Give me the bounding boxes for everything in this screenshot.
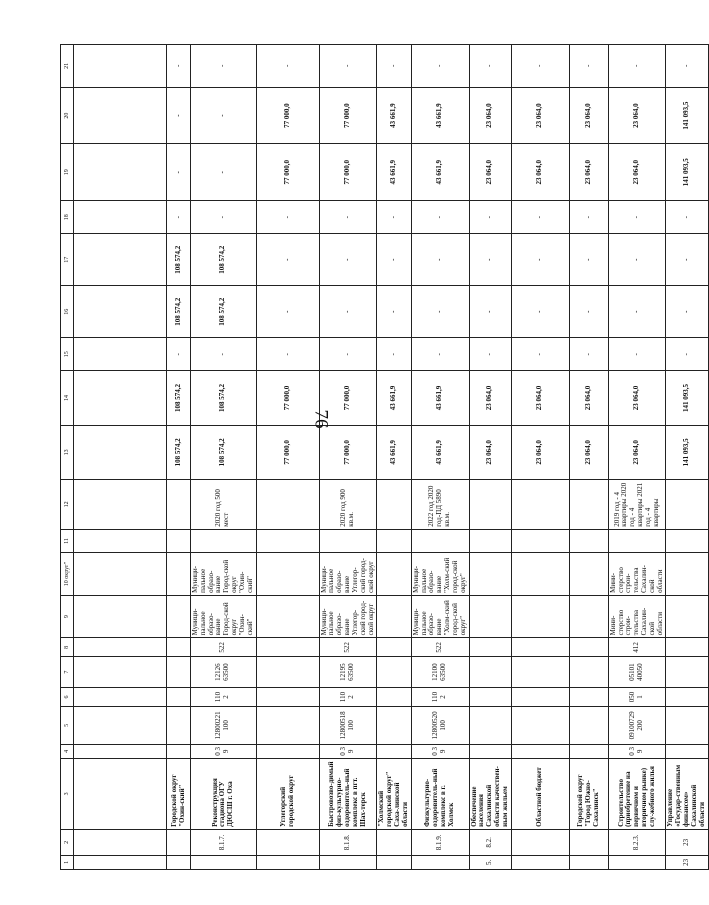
cell-col-16: - (608, 286, 666, 338)
cell-col-18: - (256, 201, 319, 234)
table-row (569, 45, 608, 870)
cell-col-4 (74, 744, 167, 758)
header-cell-5: 5 (61, 706, 74, 744)
cell-col-19 (74, 144, 167, 201)
header-cell-8: 8 (61, 638, 74, 657)
cell-col-3: Управление «Государ-ственным финансом» Сахалинской области (666, 758, 708, 829)
cell-col-10 (74, 553, 167, 596)
cell-col-11 (74, 529, 167, 553)
cell-col-6: 110 2 (319, 688, 377, 707)
cell-col-14: 23 064,0 (569, 371, 608, 425)
cell-col-3: Реконструкция стадиона ОГУ ДЮСШ г. Оха (191, 758, 257, 829)
cell-col-4: 0 3 9 (319, 744, 377, 758)
cell-col-21: - (167, 45, 191, 88)
cell-col-10 (377, 553, 411, 596)
cell-col-5 (469, 706, 511, 744)
cell-col-8: 412 (608, 638, 666, 657)
cell-col-13: 43 661,9 (411, 425, 469, 479)
cell-col-17: 108 574,2 (167, 234, 191, 286)
cell-col-10 (666, 553, 708, 596)
cell-col-10 (511, 553, 569, 596)
cell-col-5 (569, 706, 608, 744)
cell-col-21: - (666, 45, 708, 88)
cell-col-6 (511, 688, 569, 707)
cell-col-15: - (511, 338, 569, 371)
cell-col-5: 12800518 100 (319, 706, 377, 744)
header-cell-21: 21 (61, 45, 74, 88)
cell-col-19: 141 093,5 (666, 144, 708, 201)
cell-col-1 (191, 855, 257, 869)
cell-col-21: - (191, 45, 257, 88)
cell-col-1 (74, 855, 167, 869)
cell-col-19: 43 661,9 (377, 144, 411, 201)
cell-col-17: - (469, 234, 511, 286)
table-row (666, 45, 708, 870)
cell-col-16: 108 574,2 (191, 286, 257, 338)
page-number (0, 408, 640, 430)
cell-col-3: Городской округ "Охин-ский" (167, 758, 191, 829)
cell-col-10 (167, 553, 191, 596)
cell-col-3: Городской округ "Город Южно-Сахалинск" (569, 758, 608, 829)
cell-col-4 (167, 744, 191, 758)
cell-col-9: Мини-стерство строи-тельства Сахалин-ской области (608, 595, 666, 638)
cell-col-15 (74, 338, 167, 371)
cell-col-2 (74, 829, 167, 855)
cell-col-4 (377, 744, 411, 758)
cell-col-6 (377, 688, 411, 707)
cell-col-8: 522 (191, 638, 257, 657)
table-row (411, 45, 469, 870)
cell-col-7 (511, 657, 569, 688)
cell-col-12 (666, 480, 708, 530)
cell-col-9 (511, 595, 569, 638)
cell-col-5: 12800520 100 (411, 706, 469, 744)
cell-col-9: Муници-пальное образо-вание Углегор-ский город-ской округ (319, 595, 377, 638)
cell-col-21: - (411, 45, 469, 88)
cell-col-9 (74, 595, 167, 638)
cell-col-20: 77 000,0 (319, 87, 377, 144)
table-row (319, 45, 377, 870)
cell-col-19: 77 000,0 (256, 144, 319, 201)
cell-col-13: 77 000,0 (256, 425, 319, 479)
cell-col-12 (511, 480, 569, 530)
cell-col-20: 43 661,9 (377, 87, 411, 144)
cell-col-17: - (569, 234, 608, 286)
cell-col-10: Муници-пальное образо-вание Углегор-ский город-ской округ (319, 553, 377, 596)
cell-col-10 (569, 553, 608, 596)
cell-col-6: 110 2 (191, 688, 257, 707)
cell-col-20: 77 000,0 (256, 87, 319, 144)
cell-col-7 (469, 657, 511, 688)
cell-col-7 (74, 657, 167, 688)
cell-col-6: 050 1 (608, 688, 666, 707)
cell-col-14: 43 661,9 (411, 371, 469, 425)
table-row (256, 45, 319, 870)
cell-col-5: 09100729 200 (608, 706, 666, 744)
cell-col-15: - (167, 338, 191, 371)
cell-col-15: - (569, 338, 608, 371)
cell-col-20: 43 661,9 (411, 87, 469, 144)
cell-col-15: - (319, 338, 377, 371)
cell-col-11 (511, 529, 569, 553)
table-row (608, 45, 666, 870)
cell-col-10: Муници-пальное образо-вание "Холм-ский город-ской округ" (411, 553, 469, 596)
header-cell-9: 9 (61, 595, 74, 638)
cell-col-1 (608, 855, 666, 869)
table-row (377, 45, 411, 870)
cell-col-15: - (666, 338, 708, 371)
cell-col-4: 0 3 9 (411, 744, 469, 758)
cell-col-10: Мини-стерство строи-тельства Сахалин-ской области (608, 553, 666, 596)
cell-col-4 (469, 744, 511, 758)
cell-col-18: - (377, 201, 411, 234)
header-cell-19: 19 (61, 144, 74, 201)
header-cell-11: 11 (61, 529, 74, 553)
cell-col-8 (167, 638, 191, 657)
cell-col-21: - (511, 45, 569, 88)
cell-col-19: 77 000,0 (319, 144, 377, 201)
header-row (61, 45, 74, 870)
cell-col-11 (167, 529, 191, 553)
cell-col-14: 23 064,0 (511, 371, 569, 425)
cell-col-6: 110 2 (411, 688, 469, 707)
cell-col-1: 5. (469, 855, 511, 869)
cell-col-3: "Холмский городской округ" Саха-линской области (377, 758, 411, 829)
cell-col-2 (511, 829, 569, 855)
cell-col-16: - (469, 286, 511, 338)
cell-col-1: 23 (666, 855, 708, 869)
cell-col-20: - (191, 87, 257, 144)
cell-col-18: - (469, 201, 511, 234)
cell-col-11 (319, 529, 377, 553)
cell-col-14: 108 574,2 (191, 371, 257, 425)
cell-col-15: - (469, 338, 511, 371)
cell-col-21: - (608, 45, 666, 88)
cell-col-12 (167, 480, 191, 530)
cell-col-12: 2020 год 900 кв.м. (319, 480, 377, 530)
cell-col-21: - (319, 45, 377, 88)
cell-col-9: Муници-пальное образо-вание "Холм-ский город-ской округ" (411, 595, 469, 638)
cell-col-2: 8.1.9. (411, 829, 469, 855)
cell-col-20: 23 064,0 (608, 87, 666, 144)
cell-col-1 (569, 855, 608, 869)
cell-col-3: Строительство (приобретение на первичном и вторичном рынке) слу-жебного жилья (608, 758, 666, 829)
cell-col-19: - (167, 144, 191, 201)
cell-col-3: Областной бюджет (511, 758, 569, 829)
cell-col-7: 12100 63500 (411, 657, 469, 688)
header-number: 10 (63, 580, 70, 587)
cell-col-13: 23 064,0 (608, 425, 666, 479)
cell-col-15: - (256, 338, 319, 371)
cell-col-3 (74, 758, 167, 829)
cell-col-8 (256, 638, 319, 657)
cell-col-4 (511, 744, 569, 758)
cell-col-17: - (319, 234, 377, 286)
cell-col-4 (569, 744, 608, 758)
cell-col-9 (256, 595, 319, 638)
cell-col-8: 522 (411, 638, 469, 657)
cell-col-7: 12195 63500 (319, 657, 377, 688)
cell-col-16: 108 574,2 (167, 286, 191, 338)
header-note: округ" (63, 561, 70, 579)
cell-col-6 (469, 688, 511, 707)
cell-col-1 (167, 855, 191, 869)
cell-col-7 (167, 657, 191, 688)
cell-col-9 (666, 595, 708, 638)
cell-col-2: 8.1.8. (319, 829, 377, 855)
cell-col-2: 8.2.3. (608, 829, 666, 855)
cell-col-9 (469, 595, 511, 638)
cell-col-6 (74, 688, 167, 707)
header-cell-17: 17 (61, 234, 74, 286)
cell-col-16: - (411, 286, 469, 338)
cell-col-4: 0 3 9 (191, 744, 257, 758)
cell-col-12 (569, 480, 608, 530)
cell-col-15: - (411, 338, 469, 371)
cell-col-13: 23 064,0 (511, 425, 569, 479)
cell-col-8 (74, 638, 167, 657)
cell-col-16: - (666, 286, 708, 338)
cell-col-5 (511, 706, 569, 744)
header-cell-12: 12 (61, 480, 74, 530)
cell-col-4: 0 3 9 (608, 744, 666, 758)
cell-col-12 (256, 480, 319, 530)
cell-col-19: 23 064,0 (469, 144, 511, 201)
rotated-table-sheet (60, 44, 706, 870)
cell-col-5 (377, 706, 411, 744)
cell-col-6 (569, 688, 608, 707)
cell-col-21: - (569, 45, 608, 88)
cell-col-8: 522 (319, 638, 377, 657)
cell-col-13: 43 661,9 (377, 425, 411, 479)
cell-col-2 (256, 829, 319, 855)
cell-col-18: - (411, 201, 469, 234)
cell-col-17: - (666, 234, 708, 286)
table-row (511, 45, 569, 870)
header-cell-6: 6 (61, 688, 74, 707)
cell-col-21: - (469, 45, 511, 88)
cell-col-20: 141 093,5 (666, 87, 708, 144)
cell-col-10: Муници-пальное образо-вание Город-ской округ "Охин-ский" (191, 553, 257, 596)
cell-col-9: Муници-пальное образо-вание Город-ской округ "Охин-ский" (191, 595, 257, 638)
cell-col-19: - (191, 144, 257, 201)
cell-col-15: - (191, 338, 257, 371)
cell-col-13 (74, 425, 167, 479)
cell-col-21 (74, 45, 167, 88)
cell-col-14: 43 661,9 (377, 371, 411, 425)
cell-col-7 (666, 657, 708, 688)
cell-col-19: 23 064,0 (569, 144, 608, 201)
cell-col-5 (167, 706, 191, 744)
cell-col-5 (666, 706, 708, 744)
cell-col-5: 12800221 100 (191, 706, 257, 744)
cell-col-12: 2020 год 500 мест (191, 480, 257, 530)
cell-col-12: 2022 год 2020 год-ПД 5890 кв.м. (411, 480, 469, 530)
cell-col-2: 8.2. (469, 829, 511, 855)
cell-col-20: 23 064,0 (469, 87, 511, 144)
cell-col-11 (191, 529, 257, 553)
cell-col-11 (569, 529, 608, 553)
header-cell-13: 13 (61, 425, 74, 479)
cell-col-8 (666, 638, 708, 657)
cell-col-16: - (511, 286, 569, 338)
cell-col-1 (319, 855, 377, 869)
table-row (469, 45, 511, 870)
cell-col-11 (377, 529, 411, 553)
cell-col-14: 23 064,0 (608, 371, 666, 425)
cell-col-13: 108 574,2 (191, 425, 257, 479)
cell-col-2: 8.1.7. (191, 829, 257, 855)
cell-col-21: - (377, 45, 411, 88)
cell-col-6 (666, 688, 708, 707)
cell-col-14: 108 574,2 (167, 371, 191, 425)
cell-col-7 (256, 657, 319, 688)
table-row (167, 45, 191, 870)
cell-col-4 (256, 744, 319, 758)
cell-col-11 (666, 529, 708, 553)
cell-col-18: - (167, 201, 191, 234)
cell-col-4 (666, 744, 708, 758)
cell-col-14: 23 064,0 (469, 371, 511, 425)
cell-col-20: - (167, 87, 191, 144)
cell-col-16 (74, 286, 167, 338)
cell-col-15: - (608, 338, 666, 371)
cell-col-13: 141 093,5 (666, 425, 708, 479)
cell-col-13: 77 000,0 (319, 425, 377, 479)
cell-col-19: 23 064,0 (608, 144, 666, 201)
cell-col-9 (167, 595, 191, 638)
cell-col-18: - (666, 201, 708, 234)
cell-col-3: Обеспечение населения Сахалинской области качествен-ным жильем (469, 758, 511, 829)
cell-col-17: 108 574,2 (191, 234, 257, 286)
cell-col-8 (377, 638, 411, 657)
cell-col-2 (377, 829, 411, 855)
cell-col-8 (469, 638, 511, 657)
cell-col-13: 23 064,0 (569, 425, 608, 479)
cell-col-16: - (319, 286, 377, 338)
cell-col-2 (167, 829, 191, 855)
cell-col-8 (511, 638, 569, 657)
cell-col-16: - (256, 286, 319, 338)
cell-col-11 (256, 529, 319, 553)
header-cell-1: 1 (61, 855, 74, 869)
cell-col-1 (411, 855, 469, 869)
cell-col-7 (569, 657, 608, 688)
cell-col-16: - (377, 286, 411, 338)
cell-col-12: 2019 год - 4 квартиры 2020 год - 4 квартиры 2021 год - 4 квартиры (608, 480, 666, 530)
cell-col-3: Быстровозво-димый физ-культурно-оздоровитель-ный комплекс в пгт. Шах-терск (319, 758, 377, 829)
cell-col-3: Углегорский городской округ (256, 758, 319, 829)
header-cell-4: 4 (61, 744, 74, 758)
cell-col-6 (167, 688, 191, 707)
header-cell-18: 18 (61, 201, 74, 234)
cell-col-7: 12126 63500 (191, 657, 257, 688)
cell-col-5 (256, 706, 319, 744)
cell-col-12 (469, 480, 511, 530)
cell-col-3: Физкультурно-оздоровитель-ный комплекс в г. Холмск (411, 758, 469, 829)
header-cell-7: 7 (61, 657, 74, 688)
cell-col-17: - (511, 234, 569, 286)
header-cell-14: 14 (61, 371, 74, 425)
cell-col-1 (377, 855, 411, 869)
cell-col-17: - (377, 234, 411, 286)
cell-col-12 (74, 480, 167, 530)
cell-col-20 (74, 87, 167, 144)
cell-col-17: - (608, 234, 666, 286)
cell-col-17: - (411, 234, 469, 286)
cell-col-10 (256, 553, 319, 596)
cell-col-20: 23 064,0 (569, 87, 608, 144)
cell-col-18: - (569, 201, 608, 234)
cell-col-20: 23 064,0 (511, 87, 569, 144)
header-cell-10 (61, 553, 74, 596)
cell-col-19: 43 661,9 (411, 144, 469, 201)
cell-col-18: - (191, 201, 257, 234)
cell-col-7 (377, 657, 411, 688)
cell-col-18: - (608, 201, 666, 234)
cell-col-18: - (319, 201, 377, 234)
header-cell-2: 2 (61, 829, 74, 855)
cell-col-16: - (569, 286, 608, 338)
cell-col-14: 141 093,5 (666, 371, 708, 425)
cell-col-19: 23 064,0 (511, 144, 569, 201)
cell-col-11 (469, 529, 511, 553)
cell-col-11 (411, 529, 469, 553)
cell-col-12 (377, 480, 411, 530)
cell-col-6 (256, 688, 319, 707)
header-cell-16: 16 (61, 286, 74, 338)
cell-col-17 (74, 234, 167, 286)
cell-col-8 (569, 638, 608, 657)
header-cell-15: 15 (61, 338, 74, 371)
cell-col-17: - (256, 234, 319, 286)
cell-col-11 (608, 529, 666, 553)
cell-col-18: - (511, 201, 569, 234)
cell-col-15: - (377, 338, 411, 371)
cell-col-7: 05101 40050 (608, 657, 666, 688)
cell-col-14: 77 000,0 (319, 371, 377, 425)
budget-table (60, 44, 709, 870)
cell-col-1 (511, 855, 569, 869)
cell-col-13: 23 064,0 (469, 425, 511, 479)
header-cell-20: 20 (61, 87, 74, 144)
page-number-text: 76 (310, 409, 331, 429)
cell-col-14: 77 000,0 (256, 371, 319, 425)
table-row (191, 45, 257, 870)
cell-col-5 (74, 706, 167, 744)
cell-col-2 (569, 829, 608, 855)
cell-col-9 (569, 595, 608, 638)
cell-col-18 (74, 201, 167, 234)
cell-col-1 (256, 855, 319, 869)
table-row (74, 45, 167, 870)
cell-col-9 (377, 595, 411, 638)
cell-col-10 (469, 553, 511, 596)
cell-col-13: 108 574,2 (167, 425, 191, 479)
cell-col-21: - (256, 45, 319, 88)
cell-col-2: 23 (666, 829, 708, 855)
header-cell-3: 3 (61, 758, 74, 829)
